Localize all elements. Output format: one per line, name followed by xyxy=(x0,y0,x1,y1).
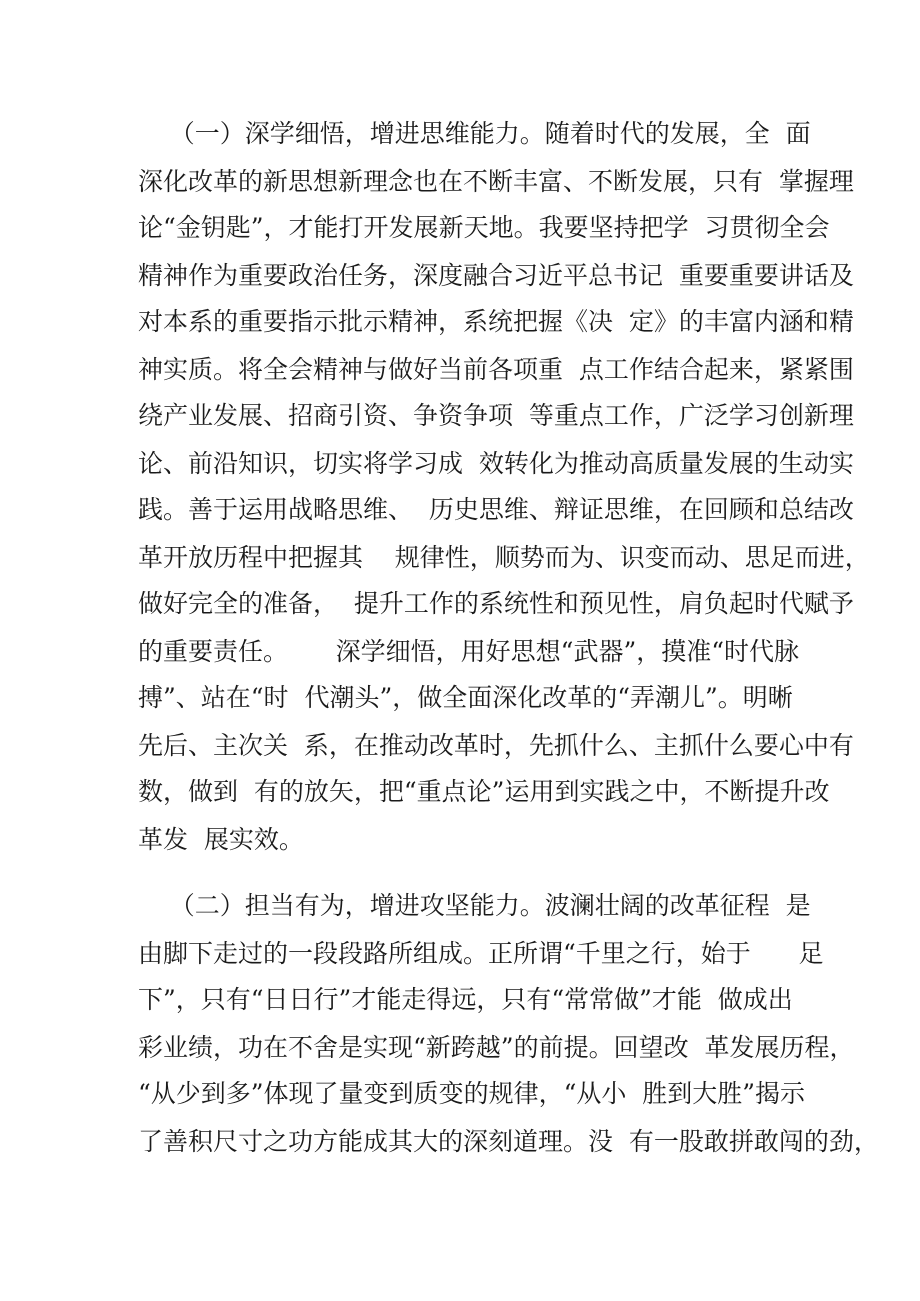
text-line: 由脚下走过的一段段路所组成。正所谓“千里之行，始于 足 xyxy=(138,939,824,968)
text-line: “从少到多”体现了量变到质变的规律，“从小 胜到大胜”揭示 xyxy=(138,1079,806,1108)
text-line: 论“金钥匙”，才能打开发展新天地。我要坚持把学 习贯彻全会 xyxy=(138,213,830,242)
text-line: 深化改革的新思想新理念也在不断丰富、不断发展，只有 掌握理 xyxy=(138,167,854,196)
text-line: 践。善于运用战略思维、 历史思维、辩证思维，在回顾和总结改 xyxy=(138,495,854,524)
text-line: 的重要责任。 深学细悟，用好思想“武器”，摸准“时代脉 xyxy=(138,637,800,666)
text-line: 精神作为重要政治任务，深度融合习近平总书记 重要重要讲话及 xyxy=(138,261,854,290)
text-line: 下”，只有“日日行”才能走得远，只有“常常做”才能 做成出 xyxy=(138,985,793,1014)
text-line: 革发 展实效。 xyxy=(138,825,304,854)
text-line: 做好完全的准备， 提升工作的系统性和预见性，肩负起时代赋予 xyxy=(138,589,854,618)
text-line: 神实质。将全会精神与做好当前各项重 点工作结合起来，紧紧围 xyxy=(138,355,854,384)
text-line: 论、前沿知识，切实将学习成 效转化为推动高质量发展的生动实 xyxy=(138,449,854,478)
text-line: 革开放历程中把握其 规律性，顺势而为、识变而动、思足而进， xyxy=(138,543,870,572)
text-line: 数，做到 有的放矢，把“重点论”运用到实践之中，不断提升改 xyxy=(138,777,830,806)
text-line: 了善积尺寸之功方能成其大的深刻道理。没 有一股敢拼敢闯的劲， xyxy=(138,1127,879,1156)
text-line: 对本系的重要指示批示精神，系统把握《决 定》的丰富内涵和精 xyxy=(138,307,854,336)
text-line: 搏”、站在“时 代潮头”，做全面深化改革的“弄潮儿”。明晰 xyxy=(138,683,793,712)
text-line: （一）深学细悟，增进思维能力。随着时代的发展，全 面 xyxy=(138,119,811,148)
text-line: 先后、主次关 系，在推动改革时，先抓什么、主抓什么要心中有 xyxy=(138,731,854,760)
text-line: 绕产业发展、招商引资、争资争项 等重点工作，广泛学习创新理 xyxy=(138,401,854,430)
text-line: 彩业绩，功在不舍是实现“新跨越”的前提。回望改 革发展历程， xyxy=(138,1033,855,1062)
text-line: （二）担当有为，增进攻坚能力。波澜壮阔的改革征程 是 xyxy=(138,891,811,920)
